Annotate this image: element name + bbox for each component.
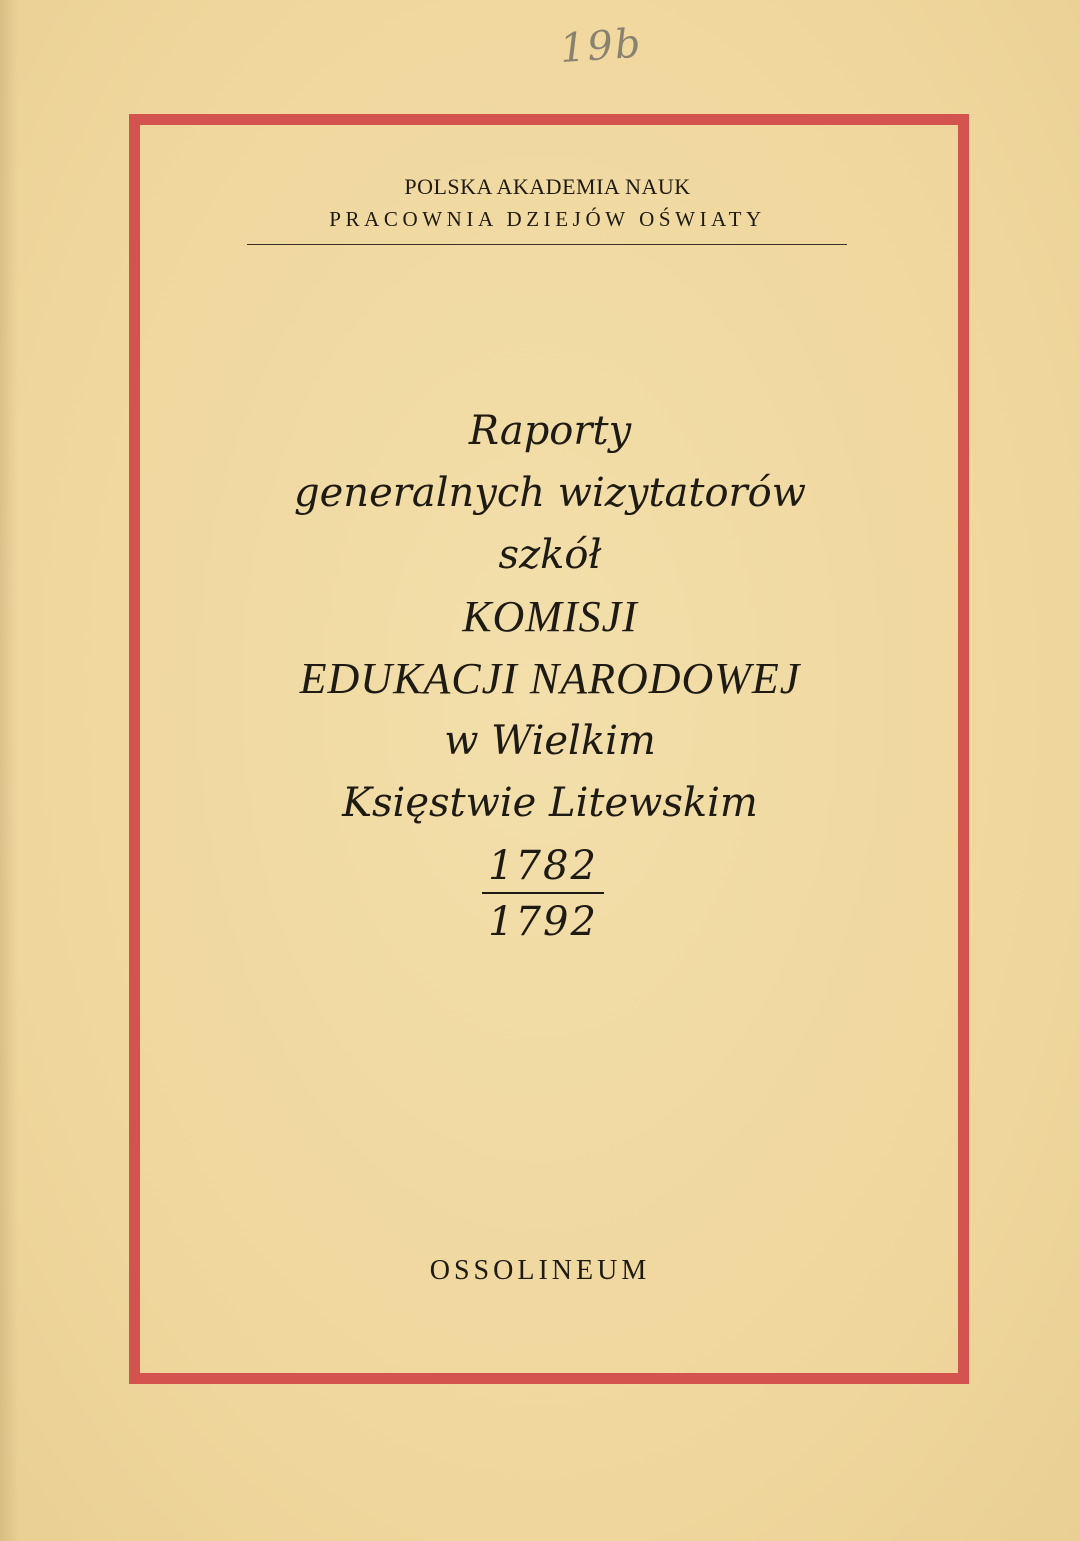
title-line: w Wielkim xyxy=(444,718,656,764)
academy-name: POLSKA AKADEMIA NAUK xyxy=(404,174,691,199)
title-line: EDUKACJI NARODOWEJ xyxy=(299,654,801,703)
department-name: PRACOWNIA DZIEJÓW OŚWIATY xyxy=(329,207,766,231)
title-line: szkół xyxy=(498,532,602,578)
start-year: 1782 xyxy=(488,843,598,889)
year-divider xyxy=(482,892,604,894)
publisher-imprint: OSSOLINEUM xyxy=(429,1255,651,1286)
spine-shadow xyxy=(0,0,18,1541)
publisher-divider xyxy=(247,244,847,245)
publisher-block xyxy=(245,172,850,245)
end-year: 1792 xyxy=(488,899,598,945)
title-line: generalnych wizytatorów xyxy=(294,470,806,516)
book-title xyxy=(160,400,940,834)
year-range xyxy=(482,842,604,946)
title-line: Księstwie Litewskim xyxy=(342,780,758,826)
title-line: Raporty xyxy=(468,408,632,454)
title-line: KOMISJI xyxy=(462,592,638,641)
handwritten-shelf-mark: 19b xyxy=(558,20,644,73)
